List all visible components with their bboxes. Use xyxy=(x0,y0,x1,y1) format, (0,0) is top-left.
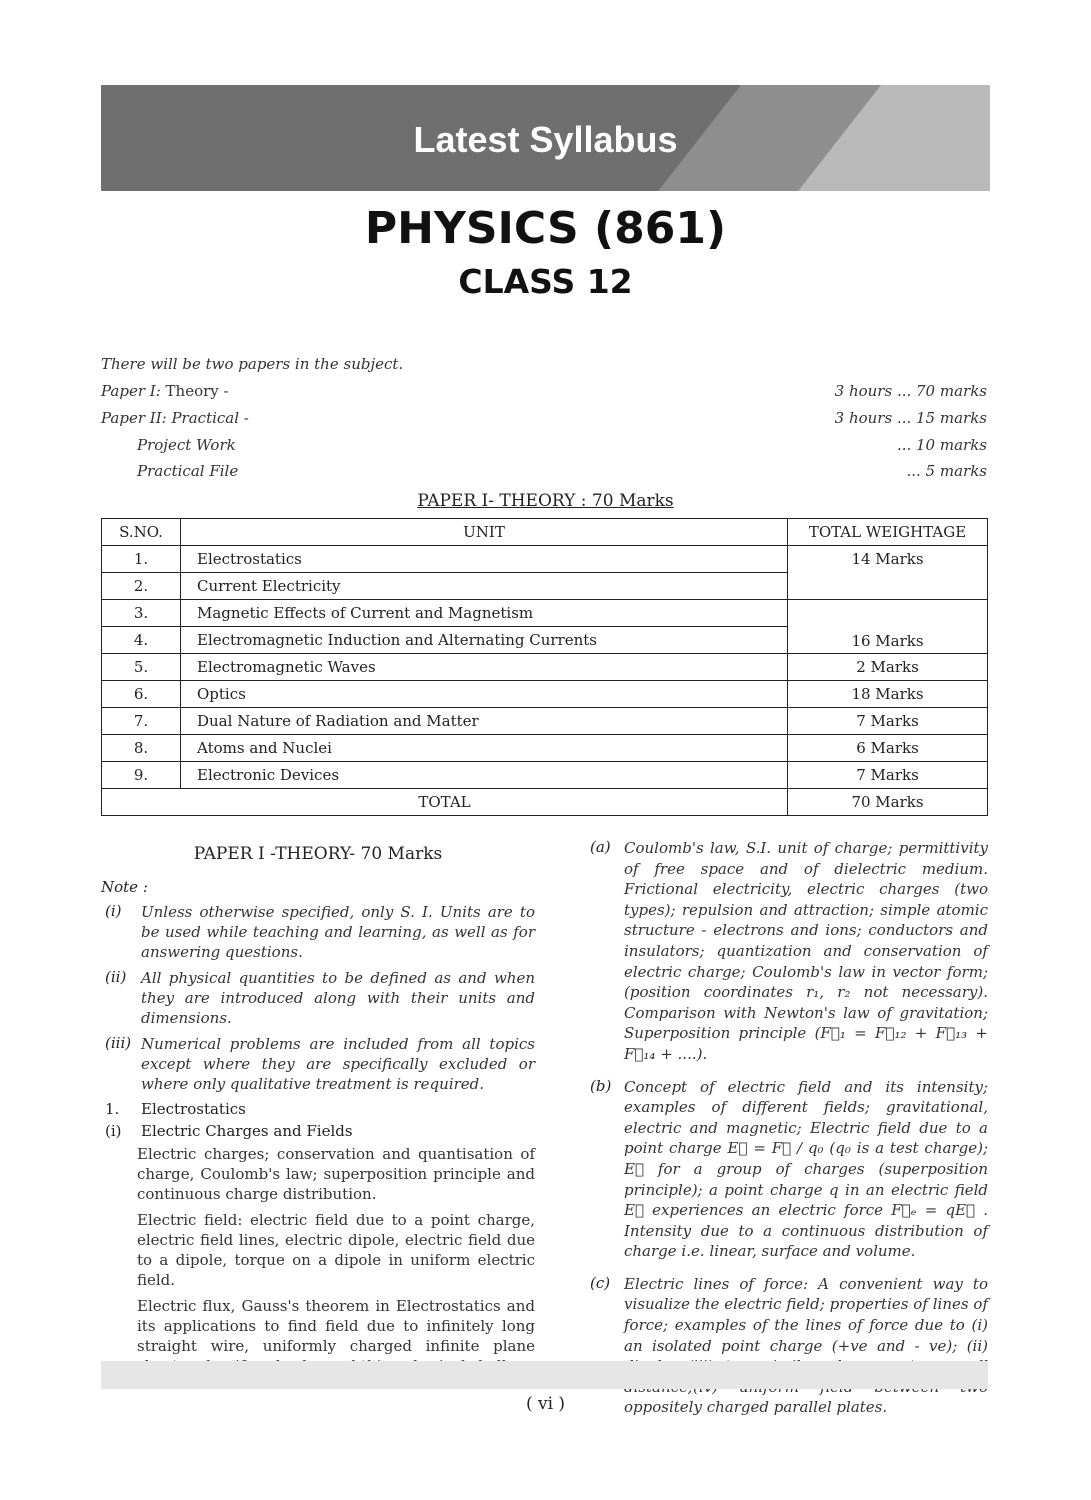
section-title: Electrostatics xyxy=(141,1100,246,1118)
row-weightage: 16 Marks xyxy=(788,600,988,654)
row-sno: 8. xyxy=(102,735,181,762)
paper-row xyxy=(101,409,987,431)
paper-row xyxy=(101,462,987,484)
topic-text: Electric lines of force: A convenient way to visualize the electric field; properties of lines of force; examples of the lines of force due to (i) an isolated point charge (+ve and - ve); (ii) oppositely charged parallel plates. xyxy=(624,1274,988,1417)
row-sno: 6. xyxy=(102,681,181,708)
row-sno: 7. xyxy=(102,708,181,735)
header-weightage: TOTAL WEIGHTAGE xyxy=(788,519,988,546)
right-column xyxy=(590,838,988,1430)
row-unit: Optics xyxy=(181,681,788,708)
row-sno: 2. xyxy=(102,573,181,600)
table-row xyxy=(102,654,988,681)
table-header-row xyxy=(102,519,988,546)
note-text: Unless otherwise specified, only S. I. Units are to be used while teaching and learning, as well as for answering questions. xyxy=(141,903,535,961)
row-unit: Electromagnetic Waves xyxy=(181,654,788,681)
left-column xyxy=(101,840,535,1382)
row-sno: 9. xyxy=(102,762,181,789)
paper-value: 3 hours ... 15 marks xyxy=(834,409,987,427)
section-heading xyxy=(101,1100,535,1118)
row-unit: Dual Nature of Radiation and Matter xyxy=(181,708,788,735)
header-banner xyxy=(101,85,990,191)
row-unit: Electrostatics xyxy=(181,546,788,573)
note-number: (ii) xyxy=(105,968,127,986)
footer-bar xyxy=(101,1361,988,1389)
row-unit: Atoms and Nuclei xyxy=(181,735,788,762)
row-weightage: 2 Marks xyxy=(788,654,988,681)
banner-title: Latest Syllabus xyxy=(413,119,678,160)
paper-label: Paper II: xyxy=(101,409,167,427)
note-item xyxy=(101,1034,535,1094)
topic-item xyxy=(590,1077,988,1262)
paper-name: Theory - xyxy=(160,382,229,400)
paper-value: 3 hours ... 70 marks xyxy=(834,382,987,400)
subsection-number: (i) xyxy=(105,1122,122,1140)
total-value: 70 Marks xyxy=(788,789,988,816)
note-item xyxy=(101,902,535,962)
row-sno: 3. xyxy=(102,600,181,627)
row-weightage: 18 Marks xyxy=(788,681,988,708)
note-text: Numerical problems are included from all topics except where they are specifically excluded or where only qualitative treatment is required. xyxy=(141,1035,535,1093)
topic-item xyxy=(590,838,988,1065)
row-unit: Electronic Devices xyxy=(181,762,788,789)
row-unit: Magnetic Effects of Current and Magnetism xyxy=(181,600,788,627)
section-number: 1. xyxy=(105,1100,120,1118)
topic-text: Concept of electric field and its intensity; examples of different fields; gravitational, electric and magnetic; Electric field due to a point charge E⃗ = F⃗ / q₀ (q₀ is a test charge); E⃗ for a group of charges (superposition principle); a point charge q in an electric field E⃗ experiences an electric force F⃗ₑ = qE⃗ . Intensity due to a continuous distribution of charge i.e. linear, surface and volume. xyxy=(624,1077,988,1261)
row-weightage: 14 Marks xyxy=(788,546,988,600)
paragraph: Electric flux, Gauss's theorem in Electrostatics and its applications to find field due to infinitely long straight wire, uniformly charged infinite plane xyxy=(137,1297,535,1355)
row-weightage: 7 Marks xyxy=(788,762,988,789)
subsection-heading xyxy=(101,1122,535,1140)
header-unit: UNIT xyxy=(181,519,788,546)
theory-subtitle: PAPER I -THEORY- 70 Marks xyxy=(193,844,443,864)
paper-name: Practical File xyxy=(137,462,239,480)
paper-name: Project Work xyxy=(137,436,236,454)
note-heading: Note : xyxy=(101,878,148,896)
note-number: (i) xyxy=(105,902,122,920)
table-row xyxy=(102,681,988,708)
topic-text: Coulomb's law, S.I. unit of charge; permittivity of free space and of dielectric medium. Frictional electricity, electric charges (two types); repulsion and attraction; simple atomic structure - electrons and ions; conductors and insulators; quantization and conservation of electric charge; Coulomb's law in vector form; (position coordinates r₁, r₂ not necessary). Comparison with Newton's law of gravitation; Superposition principle (F⃗₁ = F⃗₁₂ + F⃗₁₃ + F⃗₁₄ + ....). xyxy=(624,839,988,1063)
page-number: ( vi ) xyxy=(525,1394,566,1414)
paragraph: Electric field: electric field due to a point charge, electric field lines, electric dipole, electric field due to a dipole, torque on a dipole in uniform electric field. xyxy=(137,1211,535,1289)
table-row xyxy=(102,735,988,762)
subject-title: PHYSICS (861) xyxy=(364,203,727,254)
row-weightage: 6 Marks xyxy=(788,735,988,762)
table-row xyxy=(102,600,988,627)
note-item xyxy=(101,968,535,1028)
units-table xyxy=(101,518,988,816)
table-row xyxy=(102,546,988,573)
intro-line xyxy=(101,355,987,377)
paper-row xyxy=(101,382,987,404)
paper-value: ... 10 marks xyxy=(896,436,987,454)
paragraph: Electric charges; conservation and quantisation of charge, Coulomb's law; superposition principle and continuous charge distribution. xyxy=(137,1145,535,1203)
topic-number: (b) xyxy=(590,1076,612,1095)
note-number: (iii) xyxy=(105,1034,132,1052)
subsection-title: Electric Charges and Fields xyxy=(141,1122,353,1140)
row-sno: 1. xyxy=(102,546,181,573)
topic-number: (c) xyxy=(590,1273,611,1292)
note-text: All physical quantities to be defined as and when they are introduced along with their units and dimensions. xyxy=(141,969,535,1027)
paper-label: Paper I: xyxy=(101,382,161,400)
topic-number: (a) xyxy=(590,838,611,856)
paper-row xyxy=(101,436,987,458)
table-row xyxy=(102,708,988,735)
class-title: CLASS 12 xyxy=(458,262,633,301)
row-unit: Current Electricity xyxy=(181,573,788,600)
header-sno: S.NO. xyxy=(102,519,181,546)
row-unit: Electromagnetic Induction and Alternating Currents xyxy=(181,627,788,654)
table-title: PAPER I- THEORY : 70 Marks xyxy=(417,491,674,511)
row-sno: 5. xyxy=(102,654,181,681)
total-label: TOTAL xyxy=(102,789,788,816)
paper-value: ... 5 marks xyxy=(906,462,987,480)
paper-name: Practical - xyxy=(166,409,249,427)
row-weightage: 7 Marks xyxy=(788,708,988,735)
intro-text: There will be two papers in the subject. xyxy=(101,355,404,373)
table-total-row xyxy=(102,789,988,816)
row-sno: 4. xyxy=(102,627,181,654)
table-row xyxy=(102,762,988,789)
